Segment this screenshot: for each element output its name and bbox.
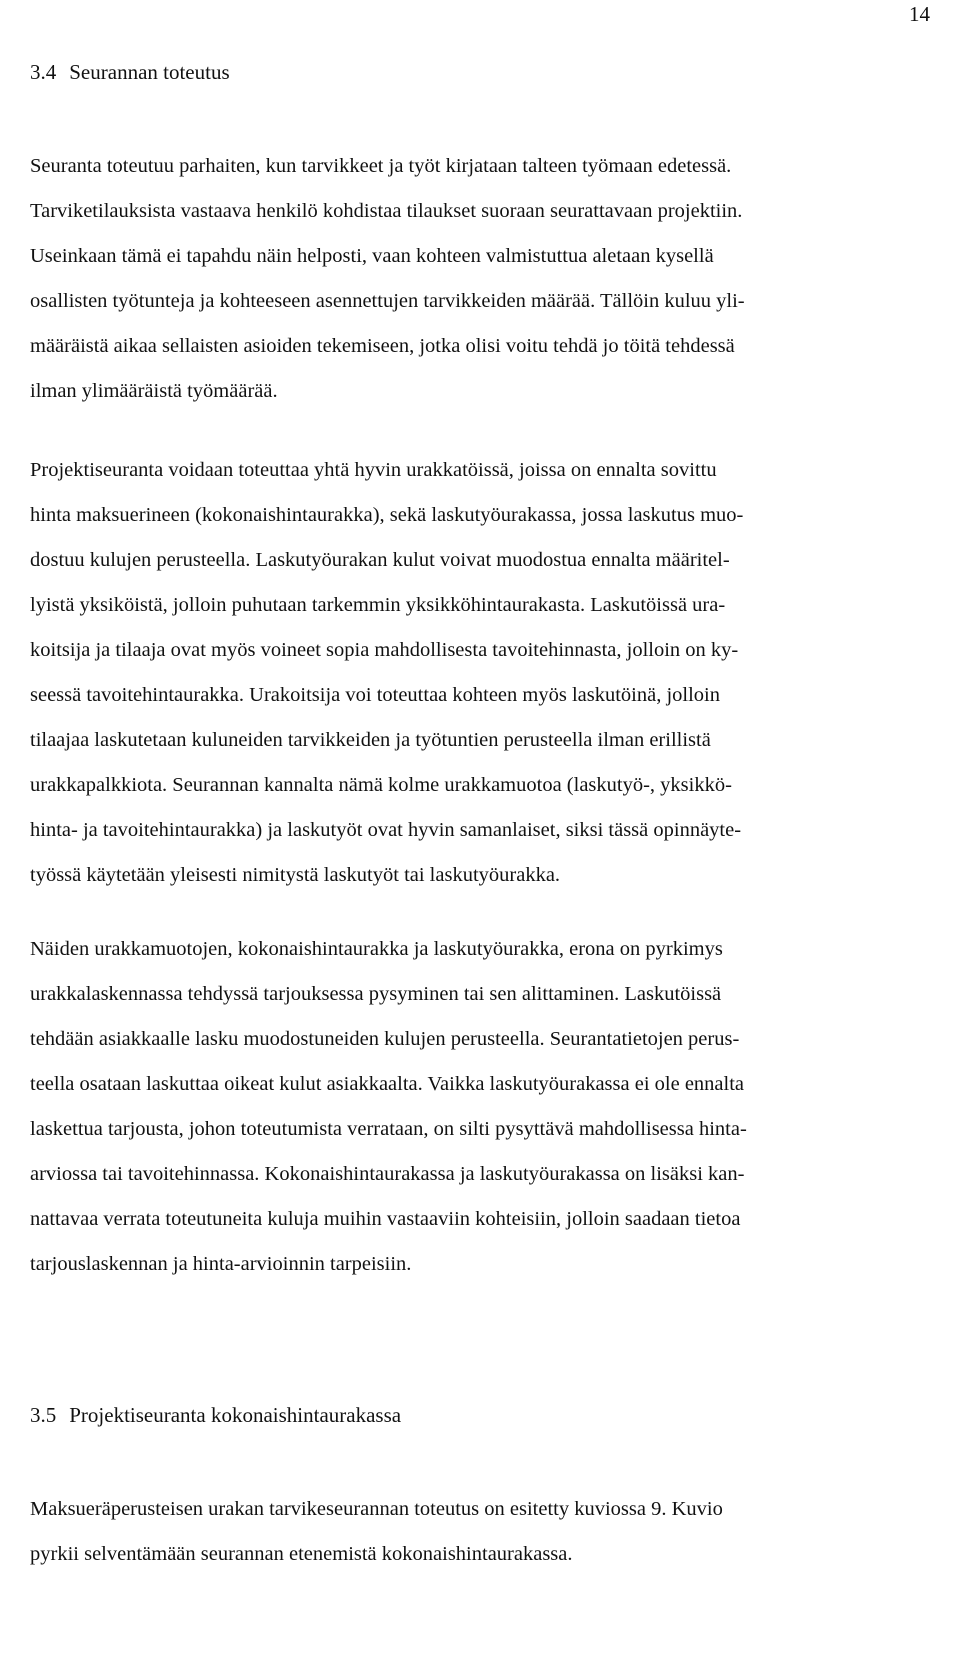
paragraph-projektiseuranta <box>30 448 930 898</box>
section-title: Projektiseuranta kokonaishintaurakassa <box>69 1403 402 1427</box>
text-line: tilaajaa laskutetaan kuluneiden tarvikkeiden ja työtuntien perusteella ilman erillistä <box>30 729 711 751</box>
text-line: tehdään asiakkaalle lasku muodostuneiden kulujen perusteella. Seurantatietojen perus- <box>30 1028 740 1050</box>
text-line: arviossa tai tavoitehinnassa. Kokonaishintaurakassa ja laskutyöurakassa on lisäksi kan- <box>30 1163 745 1185</box>
text-line: pyrkii selventämään seurannan etenemistä kokonaishintaurakassa. <box>30 1543 573 1565</box>
text-line: teella osataan laskuttaa oikeat kulut asiakkaalta. Vaikka laskutyöurakassa ei ole ennalta <box>30 1073 745 1095</box>
text-line: urakkalaskennassa tehdyssä tarjouksessa pysyminen tai sen alittaminen. Laskutöissä <box>30 983 722 1005</box>
text-line: osallisten työtunteja ja kohteeseen asennettujen tarvikkeiden määrää. Tällöin kuluu yli- <box>30 290 745 312</box>
paragraph-maksuera <box>30 1487 930 1577</box>
paragraph-seuranta <box>30 144 930 414</box>
text-line: seessä tavoitehintaurakka. Urakoitsija voi toteuttaa kohteen myös laskutöinä, jolloin <box>30 684 721 706</box>
section-number: 3.4 <box>30 60 57 84</box>
text-line: Projektiseuranta voidaan toteuttaa yhtä hyvin urakkatöissä, joissa on ennalta sovittu <box>30 459 717 481</box>
text-line: koitsija ja tilaaja ovat myös voineet sopia mahdollisesta tavoitehinnasta, jolloin on ky- <box>30 639 739 661</box>
text-line: Tarviketilauksista vastaava henkilö kohdistaa tilaukset suoraan seurattavaan projektiin. <box>30 200 743 222</box>
section-number: 3.5 <box>30 1403 57 1427</box>
text-line: Seuranta toteutuu parhaiten, kun tarvikkeet ja työt kirjataan talteen työmaan edetessä. <box>30 155 732 177</box>
text-line: nattavaa verrata toteutuneita kuluja muihin vastaaviin kohteisiin, jolloin saadaan tietoa <box>30 1208 741 1230</box>
text-line: Useinkaan tämä ei tapahdu näin helposti, vaan kohteen valmistuttua aletaan kysellä <box>30 245 714 267</box>
text-line: Näiden urakkamuotojen, kokonaishintaurakka ja laskutyöurakka, erona on pyrkimys <box>30 938 723 960</box>
text-line: Maksueräperusteisen urakan tarvikeseurannan toteutus on esitetty kuviossa 9. Kuvio <box>30 1498 723 1520</box>
page-number: 14 <box>909 2 930 26</box>
text-line: hinta maksuerineen (kokonaishintaurakka), sekä laskutyöurakassa, jossa laskutus muo- <box>30 504 744 526</box>
text-line: hinta- ja tavoitehintaurakka) ja laskutyöt ovat hyvin samanlaiset, siksi tässä opinnäyte- <box>30 819 742 841</box>
text-line: lyistä yksiköistä, jolloin puhutaan tarkemmin yksikköhintaurakasta. Laskutöissä ura- <box>30 594 726 616</box>
text-line: tarjouslaskennan ja hinta-arvioinnin tarpeisiin. <box>30 1253 412 1275</box>
text-line: laskettua tarjousta, johon toteutumista verrataan, on silti pysyttävä mahdollisessa hinta- <box>30 1118 747 1140</box>
section-heading-3-5 <box>30 1400 401 1430</box>
paragraph-urakkamuodot <box>30 927 930 1287</box>
text-line: ilman ylimääräistä työmäärää. <box>30 380 278 402</box>
text-line: määräistä aikaa sellaisten asioiden tekemiseen, jotka olisi voitu tehdä jo töitä tehdessä <box>30 335 735 357</box>
section-title: Seurannan toteutus <box>69 60 230 84</box>
section-heading-3-4 <box>30 57 230 87</box>
text-line: dostuu kulujen perusteella. Laskutyöurakan kulut voivat muodostua ennalta määritel- <box>30 549 730 571</box>
text-line: työssä käytetään yleisesti nimitystä laskutyöt tai laskutyöurakka. <box>30 864 561 886</box>
text-line: urakkapalkkiota. Seurannan kannalta nämä kolme urakkamuotoa (laskutyö-, yksikkö- <box>30 774 732 796</box>
